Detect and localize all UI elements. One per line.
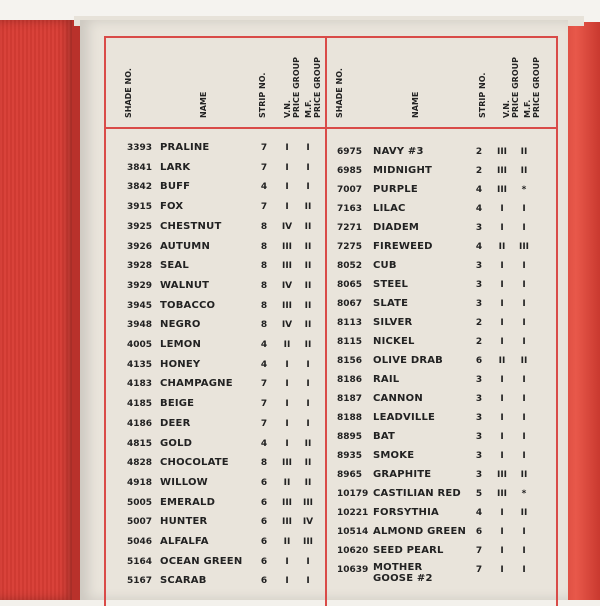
shade-number: 8965 [337,470,363,480]
shade-name: DEER [160,417,191,429]
vn-price-group: I [285,202,289,213]
shade-name: BEIGE [160,398,195,410]
shade-number: 8052 [337,261,363,271]
strip-number: 3 [475,375,483,385]
header-vn-price-group: V.N. PRICE GROUP [502,56,520,118]
strip-number: 4 [475,508,483,518]
strip-number: 2 [475,147,483,157]
mf-price-group: II [304,458,312,469]
shade-name: NEGRO [160,319,201,331]
header-vn-price-group: V.N. PRICE GROUP [283,56,301,118]
strip-number: 3 [475,394,483,404]
strip-number: 7 [260,418,268,429]
shade-name: TOBACCO [160,299,216,311]
header-shade-no: SHADE NO. [124,68,133,118]
strip-number: 8 [260,241,268,252]
shade-number: 4828 [127,458,153,469]
mf-price-group: II [304,241,312,252]
strip-number: 4 [260,359,268,370]
mf-price-group: I [522,337,526,347]
shade-number: 4005 [127,340,153,350]
vn-price-group: I [285,438,289,449]
strip-number: 6 [260,556,268,567]
shade-number: 10179 [337,489,369,499]
shade-number: 8188 [337,413,363,423]
mf-price-group: I [306,182,310,193]
vn-price-group: I [500,546,504,556]
vn-price-group: I [500,337,504,347]
strip-number: 6 [260,537,268,547]
shade-name: LILAC [373,203,406,214]
shade-name: SEED PEARL [373,545,444,556]
shade-name: CHAMPAGNE [160,378,233,390]
mf-price-group: I [522,299,526,309]
strip-number: 3 [475,261,483,271]
mf-price-group: II [304,202,312,213]
shade-name: SEAL [160,260,189,272]
strip-number: 7 [475,546,483,556]
mf-price-group: II [304,221,312,232]
mf-price-group: II [304,320,312,331]
strip-number: 8 [260,280,268,291]
strip-number: 3 [475,223,483,233]
mf-price-group: I [306,556,310,567]
header-name: NAME [199,91,208,118]
shade-name: ALMOND GREEN [373,526,467,537]
strip-number: 8 [260,320,268,331]
mf-price-group: II [304,477,312,488]
strip-number: 7 [260,202,268,213]
mf-price-group: I [522,432,526,442]
shade-number: 7271 [337,223,363,233]
vn-price-group: I [500,508,504,518]
shade-name: SMOKE [373,450,415,461]
shade-number: 10514 [337,527,369,537]
strip-number: 2 [475,318,483,328]
header-mf-price-group: M.F. PRICE GROUP [523,56,541,118]
strip-number: 8 [260,261,268,272]
mf-price-group: I [522,394,526,404]
header-name: NAME [411,91,420,118]
mf-price-group: I [306,576,310,587]
strip-number: 4 [475,185,483,195]
vn-price-group: I [285,379,289,390]
vn-price-group: II [283,537,291,547]
strip-number: 7 [260,379,268,390]
shade-number: 4186 [127,418,153,429]
mf-price-group: I [306,379,310,390]
shade-number: 3945 [127,300,153,311]
vn-price-group: I [500,375,504,385]
vn-price-group: I [285,143,289,153]
shade-number: 3841 [127,162,153,173]
shade-number: 5164 [127,556,153,567]
strip-number: 3 [475,299,483,309]
vn-price-group: I [500,413,504,423]
mf-price-group: I [522,451,526,461]
shade-name: HONEY [160,358,201,370]
strip-number: 3 [475,470,483,480]
vn-price-group: III [281,517,293,528]
shade-number: 5046 [127,537,153,547]
vn-price-group: III [281,241,293,252]
strip-number: 8 [260,300,268,311]
vn-price-group: IV [281,221,293,232]
vn-price-group: I [500,451,504,461]
vn-price-group: I [500,394,504,404]
strip-number: 7 [260,162,268,173]
header-strip-no: STRIP NO. [258,72,267,118]
vn-price-group: IV [281,320,293,331]
mf-price-group: II [304,280,312,291]
mf-price-group: I [522,280,526,290]
vn-price-group: III [281,261,293,272]
vn-price-group: I [500,565,504,575]
shade-name: AUTUMN [160,240,211,252]
vn-price-group: I [500,432,504,442]
shade-number: 5005 [127,497,153,508]
shade-number: 3926 [127,241,153,252]
mf-price-group: II [520,356,528,366]
mf-price-group: II [520,508,528,518]
shade-number: 8935 [337,451,363,461]
shade-name: GOLD [160,437,193,449]
shade-number: 8186 [337,375,363,385]
shade-number: 7275 [337,242,363,252]
shade-name: PRALINE [160,142,210,153]
mf-price-group: * [521,185,527,195]
mf-price-group: II [304,261,312,272]
strip-number: 4 [475,204,483,214]
shade-name: CANNON [373,393,423,404]
vn-price-group: I [285,162,289,173]
mf-price-group: I [306,143,310,153]
vn-price-group: I [500,527,504,537]
shade-name: NICKEL [373,336,415,347]
shade-name: SCARAB [160,575,207,587]
mf-price-group: I [522,261,526,271]
strip-number: 7 [475,565,483,575]
strip-number: 6 [475,527,483,537]
vn-price-group: I [285,399,289,410]
shade-name: MOTHER GOOSE #2 [373,562,433,584]
mf-price-group: II [304,340,312,350]
shade-number: 8065 [337,280,363,290]
mf-price-group: IV [302,517,314,528]
shade-number: 4135 [127,359,153,370]
shade-name: BAT [373,431,396,442]
strip-number: 4 [475,242,483,252]
mf-price-group: II [520,147,528,157]
strip-number: 6 [475,356,483,366]
strip-number: 6 [260,576,268,587]
shade-number: 4918 [127,477,153,488]
shade-name: CUB [373,260,397,271]
mf-price-group: III [302,537,314,547]
shade-number: 3925 [127,221,153,232]
shade-name: LARK [160,161,191,173]
vn-price-group: II [283,340,291,350]
vn-price-group: I [285,182,289,193]
shade-number: 8187 [337,394,363,404]
vn-price-group: III [496,470,508,480]
shade-number: 4183 [127,379,153,390]
shade-name: CASTILIAN RED [373,488,461,499]
vn-price-group: III [496,489,508,499]
mf-price-group: I [306,399,310,410]
shade-name: FOX [160,201,184,213]
shade-number: 8115 [337,337,363,347]
vn-price-group: I [285,576,289,587]
mf-price-group: II [304,438,312,449]
shade-number: 4185 [127,399,153,410]
shade-name: HUNTER [160,516,208,528]
header-strip-no: STRIP NO. [478,72,487,118]
shade-name: OCEAN GREEN [160,555,243,567]
shade-number: 8895 [337,432,363,442]
shade-name: FIREWEED [373,241,433,252]
shade-number: 3948 [127,320,153,331]
shade-number: 3393 [127,143,153,153]
vn-price-group: I [500,299,504,309]
shade-number: 7007 [337,185,363,195]
mf-price-group: I [306,162,310,173]
shade-number: 3928 [127,261,153,272]
shade-name: FORSYTHIA [373,507,439,518]
vn-price-group: I [285,359,289,370]
vn-price-group: III [496,185,508,195]
shade-name: MIDNIGHT [373,165,433,176]
mf-price-group: I [522,318,526,328]
vn-price-group: III [281,300,293,311]
shade-name: LEADVILLE [373,412,436,423]
shade-number: 6985 [337,166,363,176]
strip-number: 5 [475,489,483,499]
strip-number: 3 [475,413,483,423]
shade-number: 7163 [337,204,363,214]
shade-number: 8067 [337,299,363,309]
strip-number: 3 [475,451,483,461]
shade-number: 3915 [127,202,153,213]
mf-price-group: II [520,470,528,480]
shade-number: 5007 [127,517,153,528]
mf-price-group: III [302,497,314,508]
strip-number: 4 [260,182,268,193]
strip-number: 8 [260,458,268,469]
vn-price-group: I [500,204,504,214]
shade-name: NAVY #3 [373,146,424,157]
mf-price-group: I [522,527,526,537]
strip-number: 2 [475,166,483,176]
strip-number: 6 [260,517,268,528]
shade-name: WALNUT [160,279,210,291]
mf-price-group: I [522,565,526,575]
strip-number: 3 [475,432,483,442]
strip-number: 6 [260,497,268,508]
mf-price-group: II [520,166,528,176]
mf-price-group: I [306,359,310,370]
shade-name: PURPLE [373,184,418,195]
vn-price-group: IV [281,280,293,291]
shade-name: SLATE [373,298,409,309]
shade-number: 10620 [337,546,369,556]
shade-name: LEMON [160,339,202,350]
vn-price-group: III [281,458,293,469]
table-header-divider [104,127,558,129]
strip-number: 4 [260,438,268,449]
strip-number: 6 [260,477,268,488]
strip-number: 4 [260,340,268,350]
shade-number: 10639 [337,565,369,575]
shade-name: ALFALFA [160,536,209,547]
strip-number: 7 [260,399,268,410]
vn-price-group: II [283,477,291,488]
shade-number: 8156 [337,356,363,366]
vn-price-group: II [498,242,506,252]
shade-name: WILLOW [160,476,208,488]
vn-price-group: III [496,166,508,176]
vn-price-group: I [500,318,504,328]
shade-name: CHESTNUT [160,220,222,232]
strip-number: 3 [475,280,483,290]
shade-name: CHOCOLATE [160,457,229,469]
mf-price-group: I [522,223,526,233]
shade-number: 3842 [127,182,153,193]
vn-price-group: I [500,280,504,290]
vn-price-group: I [500,223,504,233]
strip-number: 7 [260,143,268,153]
shade-name: STEEL [373,279,409,290]
mf-price-group: I [306,418,310,429]
vn-price-group: I [285,418,289,429]
shade-number: 8113 [337,318,363,328]
strip-number: 2 [475,337,483,347]
shade-name: EMERALD [160,496,216,508]
mf-price-group: I [522,375,526,385]
vn-price-group: II [498,356,506,366]
shade-name: BUFF [160,181,191,193]
shade-number: 3929 [127,280,153,291]
shade-name: GRAPHITE [373,469,432,480]
mf-price-group: * [521,489,527,499]
mf-price-group: III [518,242,530,252]
shade-name: DIADEM [373,222,420,233]
header-mf-price-group: M.F. PRICE GROUP [304,56,322,118]
shade-number: 5167 [127,576,153,587]
shade-name: OLIVE DRAB [373,355,444,366]
book-spine [0,20,74,600]
mf-price-group: I [522,546,526,556]
table-column-divider [325,36,327,606]
vn-price-group: I [285,556,289,567]
vn-price-group: III [281,497,293,508]
vn-price-group: I [500,261,504,271]
shade-name: RAIL [373,374,400,385]
mf-price-group: I [522,413,526,423]
mf-price-group: I [522,204,526,214]
shade-number: 6975 [337,147,363,157]
shade-number: 10221 [337,508,369,518]
vn-price-group: III [496,147,508,157]
shade-name: SILVER [373,317,413,328]
header-shade-no: SHADE NO. [335,68,344,118]
mf-price-group: II [304,300,312,311]
shade-number: 4815 [127,438,153,449]
strip-number: 8 [260,221,268,232]
